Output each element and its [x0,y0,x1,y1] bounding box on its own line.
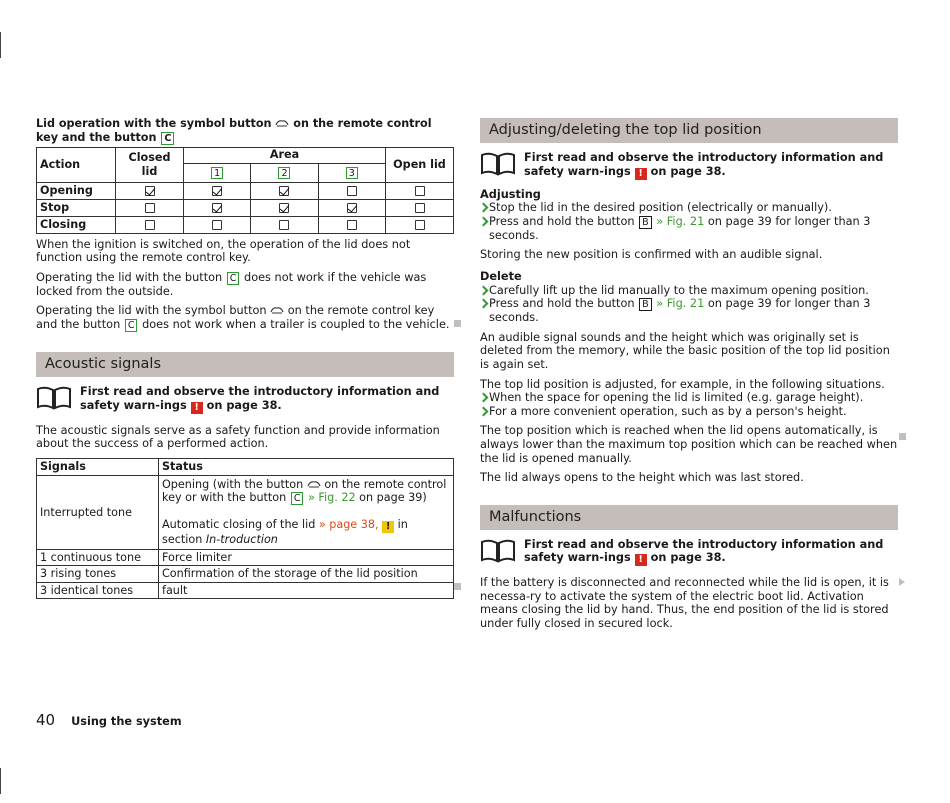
col-open-lid: Open lid [386,147,454,182]
adjusted-situations-intro: The top lid position is adjusted, for example, in the following situations. [480,377,885,391]
warning-icon: ! [635,168,647,180]
button-c-key: C [125,319,138,332]
right-column [480,118,898,631]
caption-text: Lid operation with the symbol button [36,117,272,130]
lid-table-caption [36,117,454,145]
checkbox-empty-icon [415,203,425,213]
col-closed-lid: Closed lid [116,147,184,182]
fig-21-link[interactable]: » Fig. 21 [652,214,705,228]
book-icon [480,539,516,563]
status-cell: Force limiter [159,549,454,566]
row-label-opening: Opening [37,182,116,199]
adjusting-subheading: Adjusting [480,187,541,201]
checkbox-checked-icon [279,203,289,213]
adjusting-step-2: Press and hold the button B » Fig. 21 on page 39 for longer than 3 seconds. [480,215,898,243]
checkbox-empty-icon [212,220,222,230]
button-c-key: C [291,492,304,505]
col-status: Status [159,458,454,475]
checkbox-checked-icon [212,186,222,196]
acoustic-signals-heading: Acoustic signals [36,352,454,377]
malfunctions-description: If the battery is disconnected and reconnected while the lid is open, it is necessa-ry to activate the system of the electric boot lid. Activation means closing the lid by hand. Thus, the end position of the lid is stored under fully closed in secured lock. [480,576,889,631]
table-row [37,216,454,233]
table-row [37,182,454,199]
book-icon [480,152,516,176]
malfunctions-heading: Malfunctions [480,505,898,530]
car-lid-icon [275,119,289,127]
acoustic-intro: First read and observe the introductory information and safety warn-ings ! on page 38. [36,385,454,414]
signal-cell: 3 rising tones [37,566,159,583]
situation-1: When the space for opening the lid is limited (e.g. garage height). [480,391,898,405]
checkbox-empty-icon [347,220,357,230]
adjusting-deleting-heading: Adjusting/deleting the top lid position [480,118,898,143]
delete-subheading: Delete [480,269,522,283]
signal-cell: 3 identical tones [37,582,159,599]
crop-mark-top [0,32,1,58]
fig-21-link[interactable]: » Fig. 21 [652,297,705,311]
warning-icon: ! [635,554,647,566]
page-38-link[interactable]: » page 38, [315,518,379,532]
warning-icon: ! [191,402,203,414]
trailer-note: Operating the lid with the symbol button on the remote control key and the button C does not work when a trailer is coupled to the vehicle. [36,304,450,331]
lid-operation-table [36,147,454,234]
book-icon [36,386,72,410]
table-row [37,582,454,599]
button-c-key: C [161,132,174,145]
checkbox-empty-icon [347,186,357,196]
table-row [37,475,454,549]
area-key-1: 1 [211,167,223,179]
caution-icon: ! [382,521,394,533]
delete-step-1: Carefully lift up the lid manually to the maximum opening position. [480,284,898,298]
button-b-key: B [639,216,652,229]
section-end-mark [899,433,906,440]
chapter-title: Using the system [71,715,182,728]
left-column [36,117,454,599]
col-action: Action [37,147,116,182]
signal-cell: Interrupted tone [37,475,159,549]
situation-2: For a more convenient operation, such as by a person's height. [480,405,898,419]
table-row [37,566,454,583]
acoustic-description: The acoustic signals serve as a safety function and provide information about the success of a performed action. [36,423,440,451]
acoustic-signals-table [36,458,454,600]
adjusting-step-1: Stop the lid in the desired position (electrically or manually). [480,201,898,215]
locked-note: Operating the lid with the button C does not work if the vehicle was locked from the outside. [36,270,427,298]
continued-arrow-icon [899,578,905,586]
malfunctions-intro: First read and observe the introductory information and safety warn-ings ! on page 38. [480,538,898,567]
status-cell: Confirmation of the storage of the lid position [159,566,454,583]
button-b-key: B [639,298,652,311]
delete-description: An audible signal sounds and the height which was originally set is deleted from the memory, while the basic position of the top lid position is again set. [480,330,890,371]
car-lid-icon [307,480,321,488]
checkbox-checked-icon [145,186,155,196]
checkbox-empty-icon [279,220,289,230]
ignition-note: When the ignition is switched on, the operation of the lid does not function using the remote control key. [36,237,411,265]
button-c-key: C [227,272,240,285]
section-end-mark [454,583,461,590]
last-stored-note: The lid always opens to the height which was last stored. [480,471,804,485]
checkbox-checked-icon [347,203,357,213]
table-row [37,199,454,216]
caption-text-2: on the remote control key and the button [36,117,432,144]
checkbox-empty-icon [415,186,425,196]
page-footer [36,711,182,729]
checkbox-empty-icon [145,220,155,230]
storing-note: Storing the new position is confirmed with an audible signal. [480,248,823,262]
status-cell: Opening (with the button on the remote control key or with the button C » Fig. 22 on page 39) Automatic closing of the lid » page 38, ! in section In-troduction [159,475,454,549]
car-lid-icon [270,306,284,314]
page-number: 40 [36,711,56,729]
row-label-closing: Closing [37,216,116,233]
area-key-3: 3 [346,167,358,179]
crop-mark-bottom [0,768,1,794]
col-signals: Signals [37,458,159,475]
checkbox-checked-icon [212,203,222,213]
area-key-2: 2 [278,167,290,179]
status-cell: fault [159,582,454,599]
fig-22-link[interactable]: » Fig. 22 [304,491,356,505]
delete-step-2: Press and hold the button B » Fig. 21 on page 39 for longer than 3 seconds. [480,297,898,325]
table-row [37,549,454,566]
checkbox-empty-icon [145,203,155,213]
adjusting-intro: First read and observe the introductory information and safety warn-ings ! on page 38. [480,151,898,180]
col-area: Area [184,147,386,163]
checkbox-checked-icon [279,186,289,196]
signal-cell: 1 continuous tone [37,549,159,566]
section-end-mark [454,320,461,327]
auto-position-note: The top position which is reached when the lid opens automatically, is always lower than the maximum top position which can be reached when the lid is opened manually. [480,424,898,465]
checkbox-empty-icon [415,220,425,230]
row-label-stop: Stop [37,199,116,216]
